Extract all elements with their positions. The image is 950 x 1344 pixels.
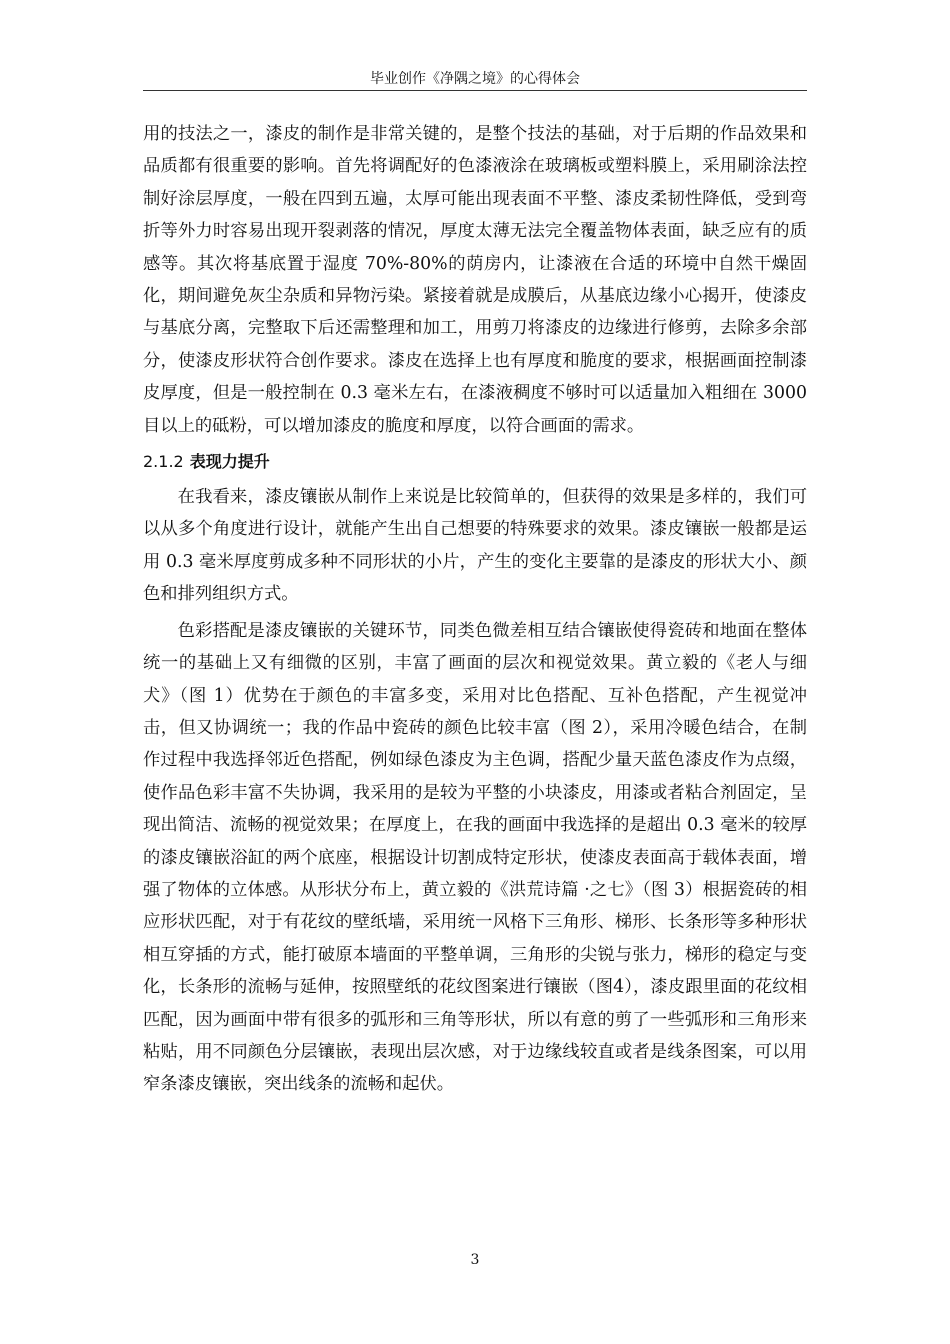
paragraph: 色彩搭配是漆皮镶嵌的关键环节，同类色微差相互结合镶嵌使得瓷砖和地面在整体统一的基础上又有细微的区别，丰富了画面的层次和视觉效果。黄立毅的《老人与细犬》（图 1）优势在于颜色的丰富多变，采用对比色搭配、互补色搭配，产生视觉冲击，但又协调统一；我的作品中瓷砖的颜色比较丰富（图 2），采用冷暖色结合，在制作过程中我选择邻近色搭配，例如绿色漆皮为主色调，搭配少量天蓝色漆皮作为点缀，使作品色彩丰富不失协调，我采用的是较为平整的小块漆皮，用漆或者粘合剂固定，呈现出简洁、流畅的视觉效果；在厚度上，在我的画面中我选择的是超出 0.3 毫米的较厚的漆皮镶嵌浴缸的两个底座，根据设计切割成特定形状，使漆皮表面高于载体表面，增强了物体的立体感。从形状分布上，黄立毅的《洪荒诗篇 ·之七》（图 3）根据瓷砖的相应形状匹配，对于有花纹的壁纸墙，采用统一风格下三角形、梯形、长条形等多种形状相互穿插的方式，能打破原本墙面的平整单调，三角形的尖锐与张力，梯形的稳定与变化，长条形的流畅与延伸，按照壁纸的花纹图案进行镶嵌（图4），漆皮跟里面的花纹相匹配，因为画面中带有很多的弧形和三角等形状，所以有意的剪了一些弧形和三角形来粘贴，用不同颜色分层镶嵌，表现出层次感，对于边缘线较直或者是线条图案，可以用窄条漆皮镶嵌，突出线条的流畅和起伏。: [143, 620, 807, 1095]
section-heading: [143, 447, 807, 477]
section-number: 2.1.2: [143, 452, 184, 472]
paragraph-continued: 用的技法之一，漆皮的制作是非常关键的，是整个技法的基础，对于后期的作品效果和品质都有很重要的影响。首先将调配好的色漆液涂在玻璃板或塑料膜上，采用刷涂法控制好涂层厚度，一般在四到五遍，太厚可能出现表面不平整、漆皮柔韧性降低，受到弯折等外力时容易出现开裂剥落的情况，厚度太薄无法完全覆盖物体表面，缺乏应有的质感等。其次将基底置于湿度 70%-80%的荫房内，让漆液在合适的环境中自然干燥固化，期间避免灰尘杂质和异物污染。紧接着就是成膜后，从基底边缘小心揭开，使漆皮与基底分离，完整取下后还需整理和加工，用剪刀将漆皮的边缘进行修剪，去除多余部分，使漆皮形状符合创作要求。漆皮在选择上也有厚度和脆度的要求，根据画面控制漆皮厚度，但是一般控制在 0.3 毫米左右，在漆液稠度不够时可以适量加入粗细在 3000 目以上的砥粉，可以增加漆皮的脆度和厚度，以符合画面的需求。: [143, 124, 807, 436]
section-title: 表现力提升: [189, 452, 270, 472]
document-body: [143, 118, 807, 1101]
page-header: [143, 68, 807, 91]
header-title: 毕业创作《净隅之境》的心得体会: [370, 71, 580, 87]
paragraph: 在我看来，漆皮镶嵌从制作上来说是比较简单的，但获得的效果是多样的，我们可以从多个角度进行设计，就能产生出自己想要的特殊要求的效果。漆皮镶嵌一般都是运用 0.3 毫米厚度剪成多种不同形状的小片，产生的变化主要靠的是漆皮的形状大小、颜色和排列组织方式。: [143, 487, 807, 605]
page-number: 3: [470, 1252, 480, 1268]
